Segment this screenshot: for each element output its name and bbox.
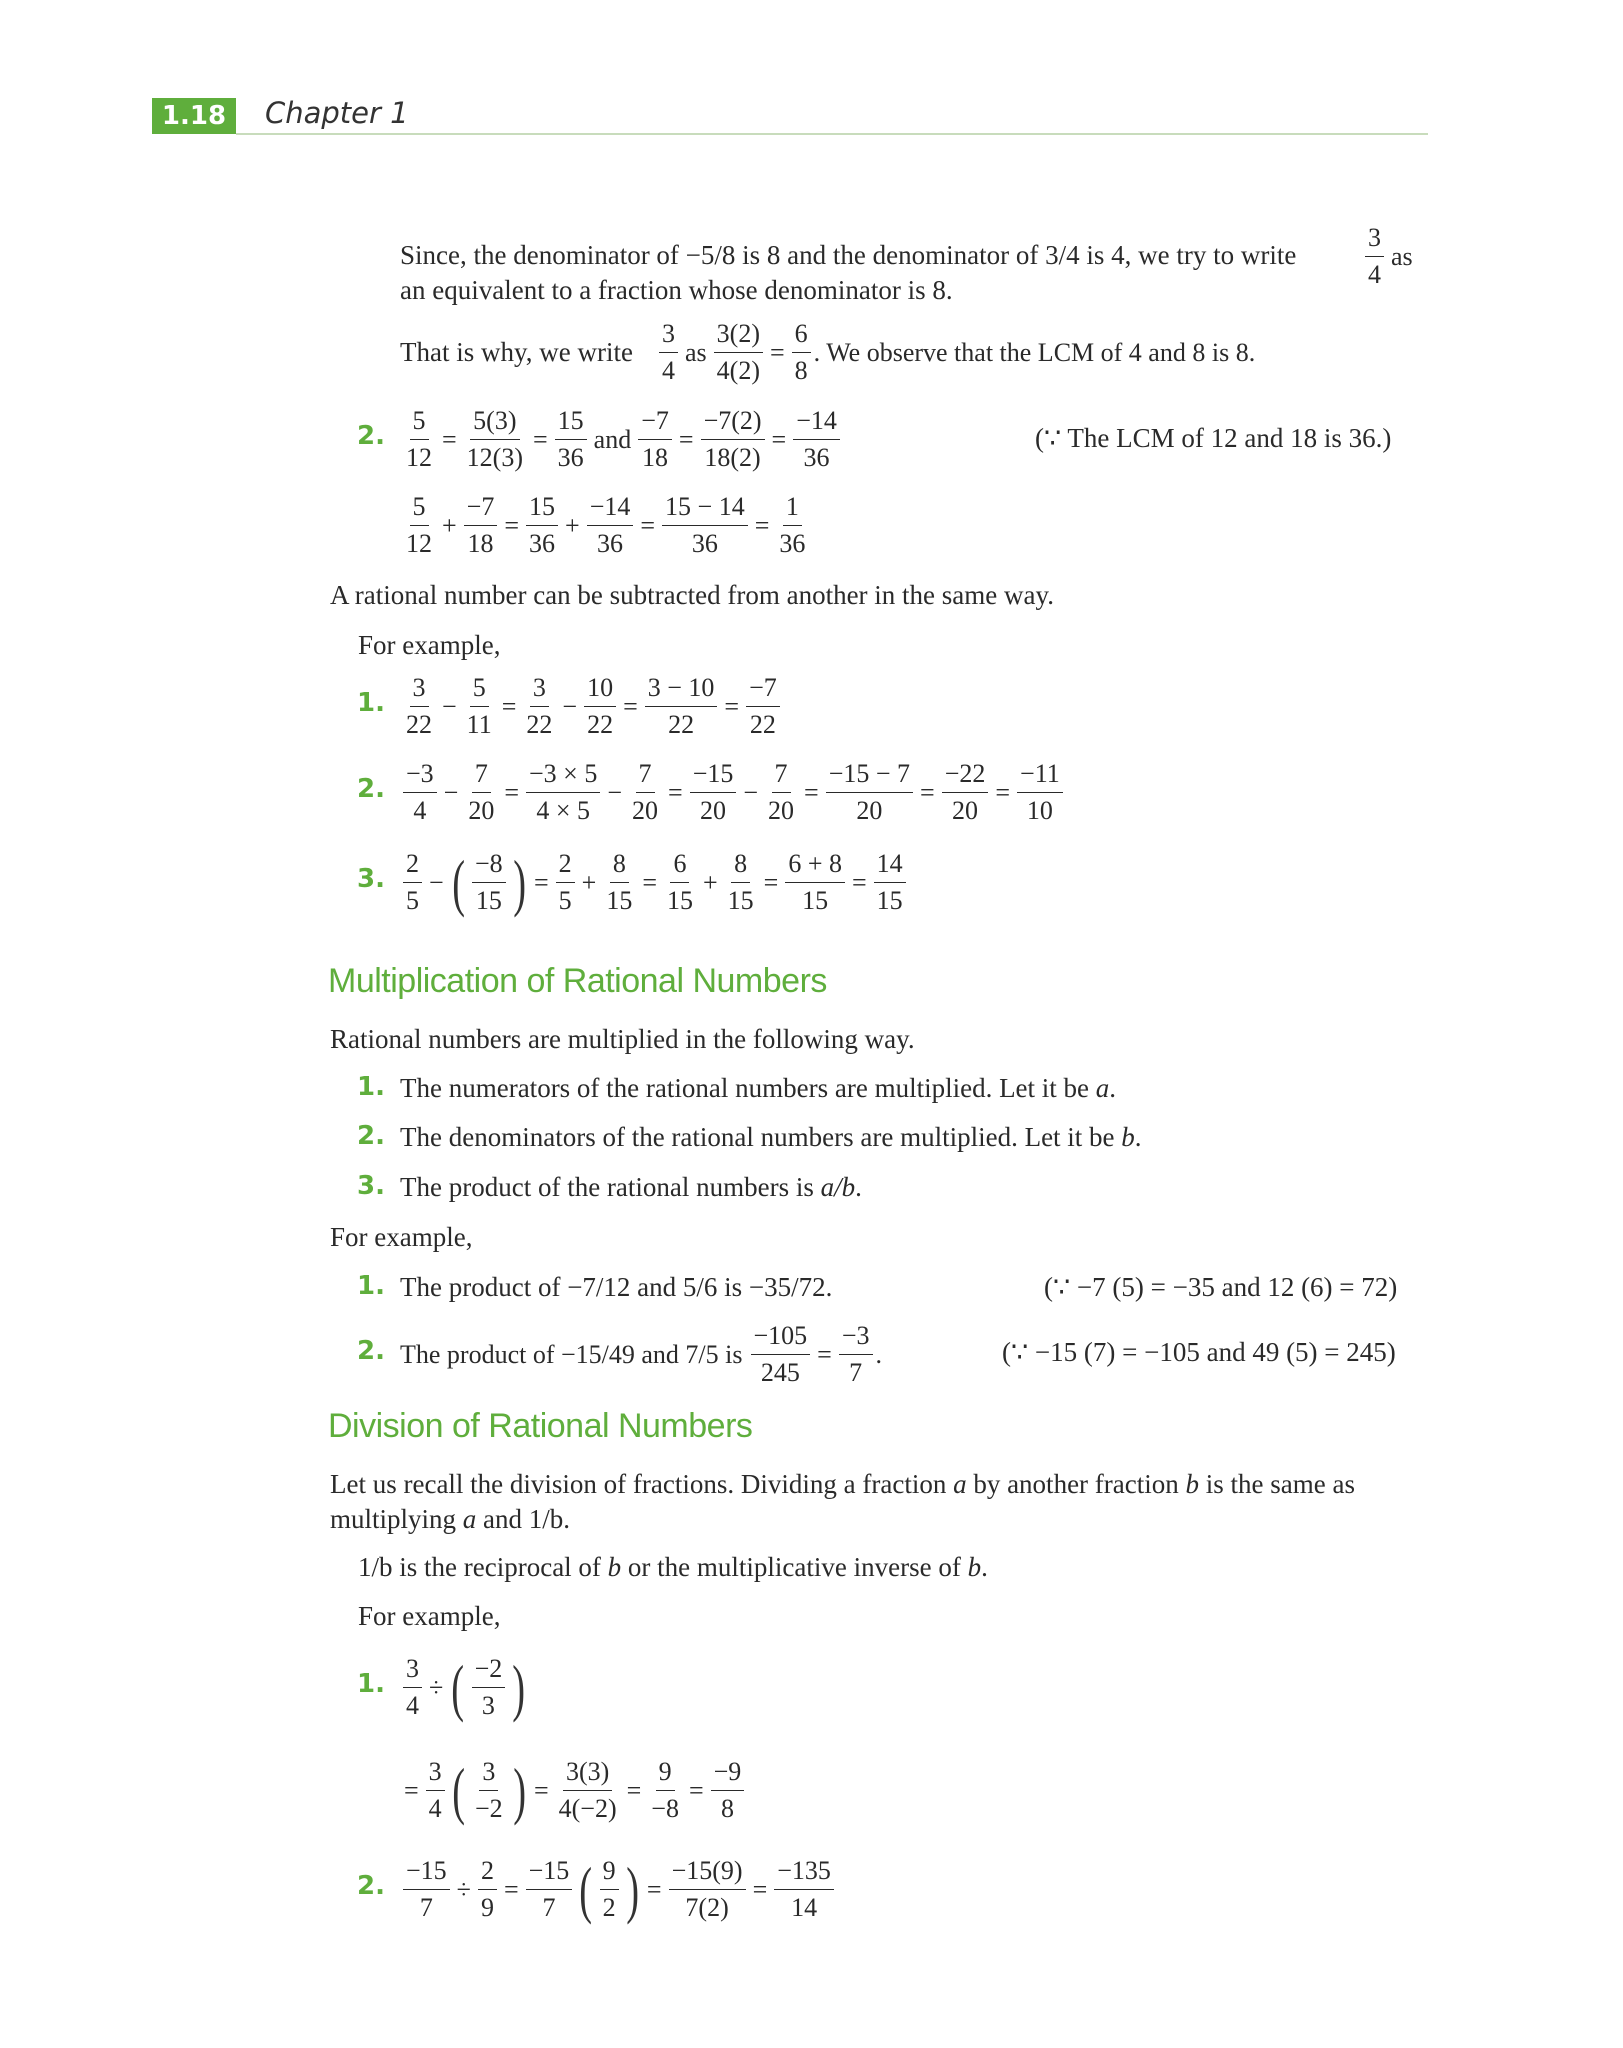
division-for-example: For example, xyxy=(358,1601,501,1631)
mult-ex-1-number: 1. xyxy=(357,1271,385,1301)
division-para-line-2: multiplying a and 1/b. xyxy=(330,1504,571,1534)
sub-example-3-number: 3. xyxy=(357,864,385,894)
mult-step-3-number: 3. xyxy=(357,1171,385,1201)
reciprocal-line: 1/b is the reciprocal of b or the multiplicative inverse of b. xyxy=(358,1552,988,1582)
div-ex-1-line-2: = $\frac{3}{4}$ ( $\frac{3}{-2}$ ) = $\frac{3(3)}{4(-2)}$ = $\frac{9}{-8}$ = $\frac{-9}{8}$ xyxy=(400,1754,747,1827)
mult-step-2: The denominators of the rational numbers are multiplied. Let it be b. xyxy=(400,1122,1142,1152)
mult-ex-2-number: 2. xyxy=(357,1336,385,1366)
div-ex-2-equation: $\frac{-15}{7}$ ÷ $\frac{2}{9}$ = $\frac{-15}{7}$ ( $\frac{9}{2}$ ) = $\frac{-15(9)}{7(2)}$ = $\frac{-135}{14}$ xyxy=(400,1853,837,1926)
header-rule xyxy=(236,133,1428,135)
mult-for-example: For example, xyxy=(330,1222,473,1252)
sub-example-3-equation: $\frac{2}{5}$ − ( $\frac{-8}{15}$ ) = $\frac{2}{5}$ + $\frac{8}{15}$ = $\frac{6}{15}$ + $\frac{8}{15}$ = $\frac{6 + 8}{15}$ = $\frac{14}{15}$ xyxy=(400,846,909,919)
intro-line-3-pre: That is why, we write xyxy=(400,337,633,367)
add-example-2-number: 2. xyxy=(357,421,385,451)
sub-example-2-equation: $\frac{-3}{4}$ − $\frac{7}{20}$ = $\frac{-3 \times 5}{4 \times 5}$ − $\frac{7}{20}$ = $\frac{-15}{20}$ − $\frac{7}{20}$ = $\frac{-15 - 7}{20}$ = $\frac{-22}{20}$ = $\frac{-11}{10}$ xyxy=(400,756,1066,829)
div-ex-1-number: 1. xyxy=(357,1669,385,1699)
mult-step-3: The product of the rational numbers is a/b. xyxy=(400,1172,862,1202)
sub-example-1-equation: $\frac{3}{22}$ − $\frac{5}{11}$ = $\frac{3}{22}$ − $\frac{10}{22}$ = $\frac{3 - 10}{22}$ = $\frac{-7}{22}$ xyxy=(400,670,783,743)
chapter-title: Chapter 1 xyxy=(265,96,409,130)
div-ex-1-line-1: $\frac{3}{4}$ ÷ ( $\frac{-2}{3}$ ) xyxy=(400,1651,530,1724)
intro-line-2: an equivalent to a fraction whose denominator is 8. xyxy=(400,275,953,305)
multiplication-intro: Rational numbers are multiplied in the following way. xyxy=(330,1024,915,1054)
mult-ex-1: The product of −7/12 and 5/6 is −35/72. xyxy=(400,1272,833,1302)
subtract-for-example: For example, xyxy=(358,630,501,660)
div-ex-2-number: 2. xyxy=(357,1871,385,1901)
page-number-badge: 1.18 xyxy=(152,98,236,134)
mult-step-1: The numerators of the rational numbers are multiplied. Let it be a. xyxy=(400,1073,1117,1103)
multiplication-heading: Multiplication of Rational Numbers xyxy=(328,962,827,1000)
mult-ex-2: The product of −15/49 and 7/5 is $\frac{-105}{245}$ = $\frac{-3}{7}$ . xyxy=(400,1318,882,1391)
add-example-2-equation: $\frac{5}{12}$ = $\frac{5(3)}{12(3)}$ = $\frac{15}{36}$ and $\frac{-7}{18}$ = $\frac{-7(2)}{18(2)}$ = $\frac{-14}{36}$ xyxy=(400,403,843,476)
intro-line-1: Since, the denominator of −5/8 is 8 and the denominator of 3/4 is 4, we try to write xyxy=(400,240,1297,270)
division-heading: Division of Rational Numbers xyxy=(328,1407,753,1445)
mult-step-2-number: 2. xyxy=(357,1121,385,1151)
mult-ex-1-note: (∵ −7 (5) = −35 and 12 (6) = 72) xyxy=(1044,1272,1398,1302)
mult-step-1-number: 1. xyxy=(357,1072,385,1102)
intro-fraction: $\frac{3}{4}$ as xyxy=(1362,220,1417,293)
add-example-2-sum: $\frac{5}{12}$ + $\frac{-7}{18}$ = $\frac{15}{36}$ + $\frac{-14}{36}$ = $\frac{15 - 14}{36}$ = $\frac{1}{36}$ xyxy=(400,489,811,562)
lcm-note: (∵ The LCM of 12 and 18 is 36.) xyxy=(1035,423,1392,453)
division-para-line-1: Let us recall the division of fractions. Dividing a fraction a by another fraction b is the same as xyxy=(330,1469,1355,1499)
intro-line-3-equation: $\frac{3}{4}$ as $\frac{3(2)}{4(2)}$ = $\frac{6}{8}$ . We observe that the LCM of 4 and 8 is 8. xyxy=(656,316,1255,389)
sub-example-1-number: 1. xyxy=(357,688,385,718)
subtract-intro: A rational number can be subtracted from another in the same way. xyxy=(330,580,1054,610)
mult-ex-2-note: (∵ −15 (7) = −105 and 49 (5) = 245) xyxy=(1002,1337,1396,1367)
sub-example-2-number: 2. xyxy=(357,774,385,804)
